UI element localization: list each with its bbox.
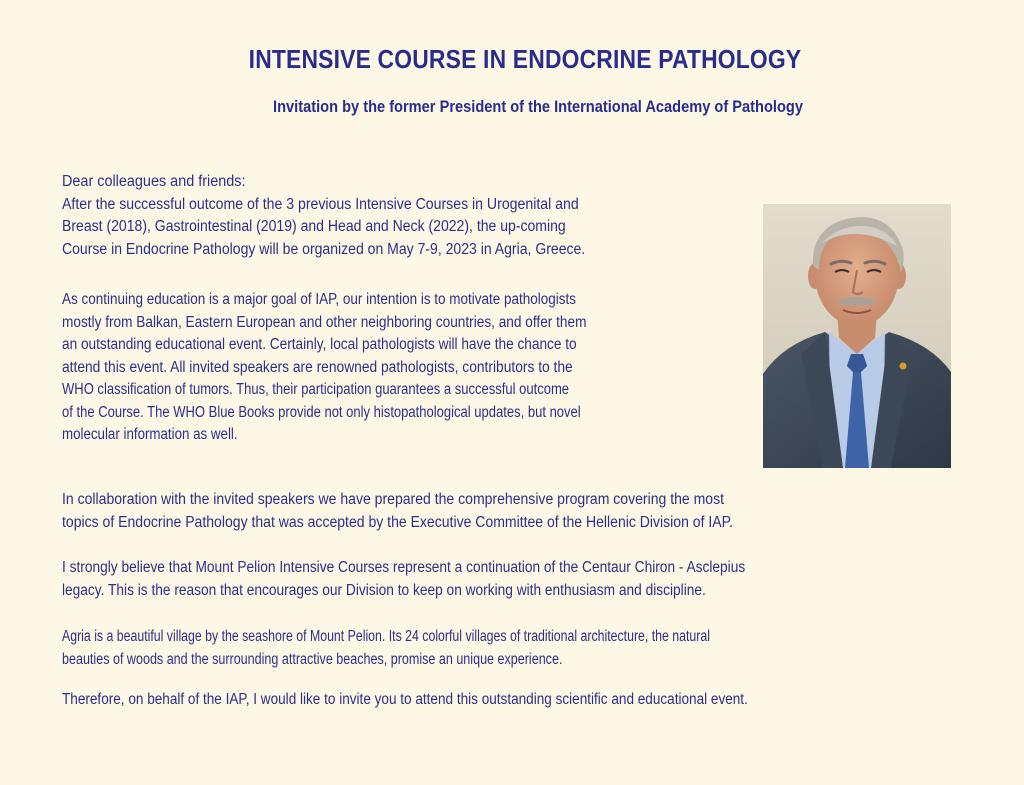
text-line: Agria is a beautiful village by the seashore of Mount Pelion. Its 24 colorful villages of traditional architecture, the natural	[62, 628, 710, 645]
president-portrait	[763, 204, 951, 468]
text-line: attend this event. All invited speakers are renowned pathologists, contributors to the	[62, 358, 573, 376]
text-line: Course in Endocrine Pathology will be organized on May 7-9, 2023 in Agria, Greece.	[62, 240, 586, 258]
text-line: beauties of woods and the surrounding attractive beaches, promise an unique experience.	[62, 650, 563, 668]
text-line: Therefore, on behalf of the IAP, I would like to invite you to attend this outstanding scientific and educational event.	[62, 691, 748, 708]
page-subtitle: Invitation by the former President of the International Academy of Pathology	[273, 97, 803, 116]
paragraph-closing	[62, 689, 846, 712]
paragraph-greeting	[62, 171, 640, 261]
text-line: Dear colleagues and friends:	[62, 173, 246, 190]
page-title: INTENSIVE COURSE IN ENDOCRINE PATHOLOGY	[248, 44, 802, 74]
text-line: In collaboration with the invited speakers we have prepared the comprehensive program covering the most	[62, 491, 724, 508]
text-line: WHO classification of tumors. Thus, their participation guarantees a successful outcome	[62, 381, 570, 398]
paragraph-collaboration	[62, 489, 804, 534]
paragraph-education	[62, 289, 680, 447]
text-line: legacy. This is the reason that encourages our Division to keep on working with enthusiasm and discipline.	[62, 581, 706, 599]
paragraph-agria	[62, 626, 877, 671]
text-line: Breast (2018), Gastrointestinal (2019) and Head and Neck (2022), the up-coming	[62, 218, 566, 235]
text-line: I strongly believe that Mount Pelion Intensive Courses represent a continuation of the Centaur Chiron - Asclepius	[62, 559, 746, 576]
paragraph-legacy	[62, 557, 834, 602]
text-line: an outstanding educational event. Certainly, local pathologists will have the chance to	[62, 336, 577, 353]
text-line: mostly from Balkan, Eastern European and other neighboring countries, and offer them	[62, 313, 587, 331]
text-line: of the Course. The WHO Blue Books provide not only histopathological updates, but novel	[62, 403, 581, 421]
text-line: topics of Endocrine Pathology that was accepted by the Executive Committee of the Hellenic Division of IAP.	[62, 513, 734, 531]
text-line: molecular information as well.	[62, 426, 238, 443]
text-line: As continuing education is a major goal of IAP, our intention is to motivate pathologists	[62, 291, 576, 308]
text-line: After the successful outcome of the 3 previous Intensive Courses in Urogenital and	[62, 195, 579, 213]
